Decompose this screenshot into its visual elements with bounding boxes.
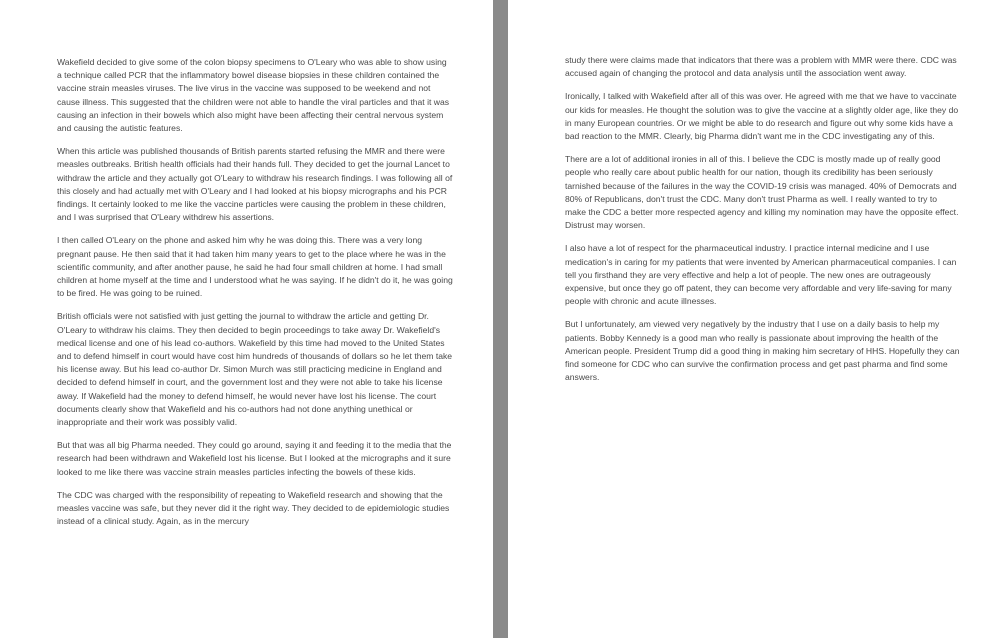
paragraph: study there were claims made that indicators that there was a problem with MMR were there. CDC was accused again of changing the protocol and data analysis until the association went away. (565, 55, 957, 79)
paragraph: The CDC was charged with the responsibility of repeating to Wakefield research and showing that the measles vaccine was safe, but they never did it the right way. They decided to de epidemiologic studies instead of a clinical study. Again, as in the mercury (57, 489, 450, 527)
page-right (508, 0, 1000, 638)
paragraph: I also have a lot of respect for the pharmaceutical industry. I practice internal medicine and I use medication's in caring for my patients that were invented by American pharmaceutical companies. I can tell you firsthand they are very effective and help a lot of people. The new ones are outrageously expensive, but once they go off patent, they can become very affordable and very life-saving for many people with chronic and acute illnesses. (565, 243, 957, 307)
paragraph: British officials were not satisfied with just getting the journal to withdraw the article and getting Dr. O'Leary to withdraw his claims. They then decided to begin proceedings to take away Dr. Wakefield's medical license and one of his lead co-authors. Wakefield by this time had moved to the United States and to defend himself in court would have cost him hundreds of thousands of dollars so he let them take his license away. But his lead co-author Dr. Simon Murch was still practicing medicine in England and decided to defend himself in court, and the government lost and they were not able to take his license away. If Wakefield had the money to defend himself, he would never have lost his license. The court documents clearly show that Wakefield and his co-authors had not done anything unethical or inappropriate and their work was possibly valid. (57, 311, 453, 428)
page-left (0, 0, 493, 638)
paragraph: I then called O'Leary on the phone and asked him why he was doing this. There was a very long pregnant pause. He then said that it had taken him many years to get to the place where he was in the scientific community, and after another pause, he said he had four small children at home. I had small children at home myself at the time and I understood what he was saying. If he didn't do it, he was going to be fired. He was going to be ruined. (57, 235, 453, 299)
paragraph: Ironically, I talked with Wakefield after all of this was over. He agreed with me that we have to vaccinate our kids for measles. He thought the solution was to give the vaccine at a slightly older age, like they do in many European countries. Or we might be able to do research and figure out why some kids have a bad reaction to the MMR. Clearly, big Pharma didn't want me in the CDC investigating any of this. (565, 91, 959, 142)
paragraph: When this article was published thousands of British parents started refusing the MMR and there were measles outbreaks. British health officials had their hands full. They decided to get the journal Lancet to withdraw the article and they actually got O'Leary to withdraw his research findings. I was following all of this closely and had actually met with O'Leary and I had looked at his biopsy micrographs and his PCR findings. It certainly looked to me like the vaccine particles were causing the problem in these children, and I was surprised that O'Leary withdrew his assertions. (57, 146, 453, 223)
paragraph: Wakefield decided to give some of the colon biopsy specimens to O'Leary who was able to show using a technique called PCR that the inflammatory bowel disease biopsies in these children contained the vaccine strain measles viruses. The live virus in the vaccine was supposed to be weekend and not cause illness. This suggested that the children were not able to handle the viral particles and that it was causing an infection in their bowels which also might have been affecting their central nervous system and causing the autistic features. (57, 57, 450, 134)
paragraph: But that was all big Pharma needed. They could go around, saying it and feeding it to the media that the research had been withdrawn and Wakefield lost his license. But I looked at the micrographs and it sure looked to me like there was vaccine strain measles particles infecting the bowels of these kids. (57, 440, 452, 477)
paragraph: But I unfortunately, am viewed very negatively by the industry that I use on a daily basis to help my patients. Bobby Kennedy is a good man who really is passionate about improving the health of the American people. President Trump did a good thing in making him secretary of HHS. Hopefully they can find someone for CDC who can survive the confirmation process and get past pharma and find some answers. (565, 319, 960, 383)
paragraph: There are a lot of additional ironies in all of this. I believe the CDC is mostly made up of really good people who really care about public health for our nation, though its credibility has been seriously tarnished because of the failures in the way the COVID-19 crisis was managed. 40% of Democrats and 80% of Republicans, don't trust the CDC. Many don't trust Pharma as well. I really wanted to try to make the CDC a better more respected agency and killing my nomination may have the opposite effect. Distrust may worsen. (565, 154, 959, 231)
